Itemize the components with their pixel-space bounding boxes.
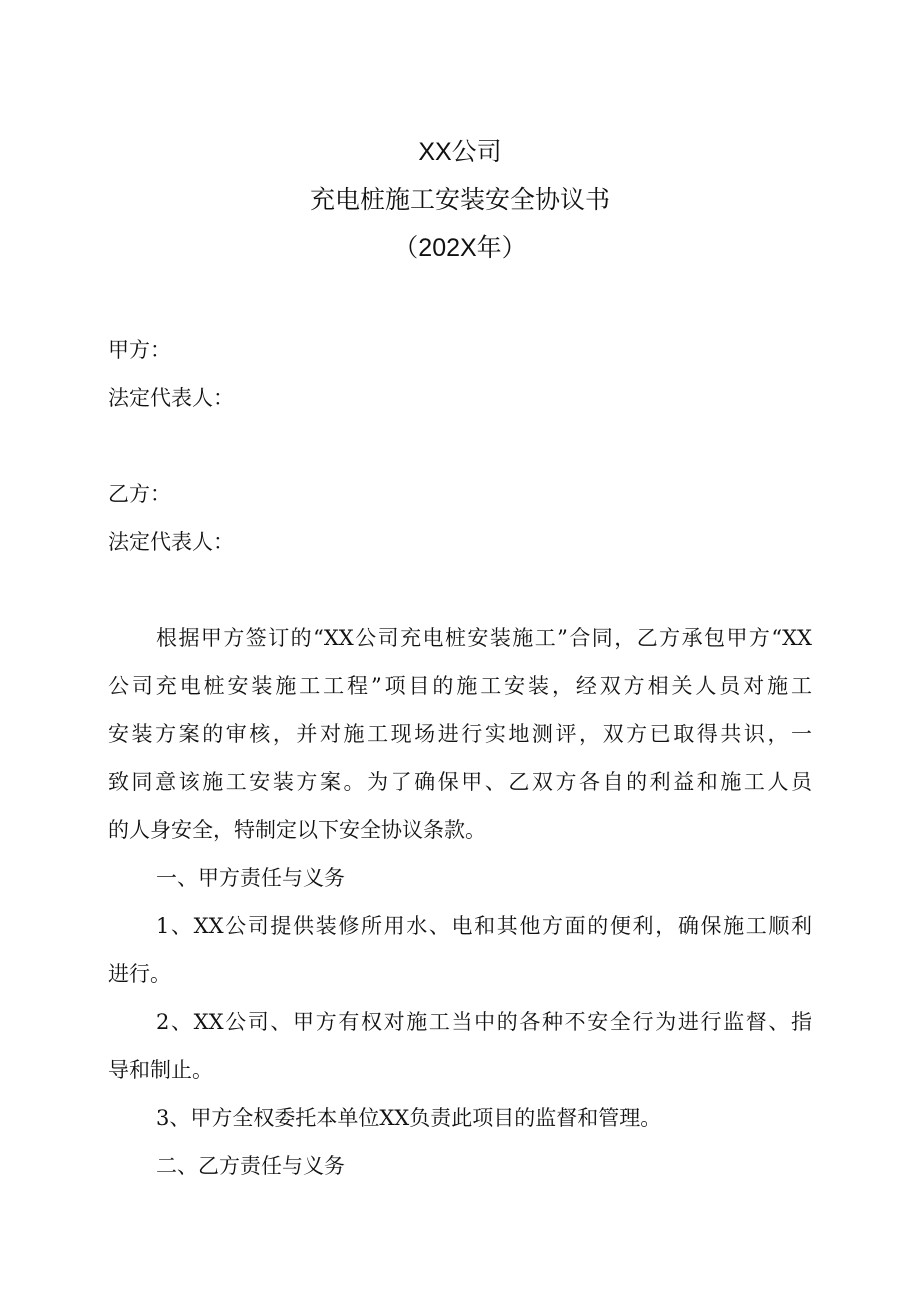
company-name: XX公司 (418, 138, 502, 166)
party-a-label: 甲方： (108, 338, 171, 362)
intro-paragraph (108, 614, 812, 854)
clause-1-line-1: 1、XX公司提供装修所用水、电和其他方面的便利，确保施工顺利 (156, 914, 812, 938)
document-year: （202X年） (393, 234, 527, 262)
title-block (0, 128, 920, 272)
intro-line: 公司充电桩安装施工工程”项目的施工安装，经双方相关人员对施工 (108, 674, 812, 698)
party-b-label: 乙方： (108, 482, 171, 506)
document-body (108, 326, 812, 1190)
clause-3: 3、甲方全权委托本单位XX负责此项目的监督和管理。 (156, 1106, 662, 1130)
spacer (108, 422, 812, 470)
section-heading-party-a: 一、甲方责任与义务 (156, 866, 345, 890)
clause-2-line-2: 导和制止。 (108, 1058, 213, 1082)
document-title: 充电桩施工安装安全协议书 (309, 186, 610, 214)
intro-line: 致同意该施工安装方案。为了确保甲、乙双方各自的利益和施工人员 (108, 770, 812, 794)
clause-2-line-1: 2、XX公司、甲方有权对施工当中的各种不安全行为进行监督、指 (156, 1010, 812, 1034)
intro-line: 根据甲方签订的“XX公司充电桩安装施工”合同，乙方承包甲方“XX (156, 626, 812, 650)
section-heading-party-b: 二、乙方责任与义务 (156, 1154, 345, 1178)
party-a-representative-label: 法定代表人： (108, 386, 234, 410)
intro-line: 安装方案的审核，并对施工现场进行实地测评，双方已取得共识，一 (108, 722, 812, 746)
party-b-representative-label: 法定代表人： (108, 530, 234, 554)
clause-1-line-2: 进行。 (108, 962, 171, 986)
spacer (108, 566, 812, 614)
intro-line: 的人身安全，特制定以下安全协议条款。 (108, 818, 486, 842)
